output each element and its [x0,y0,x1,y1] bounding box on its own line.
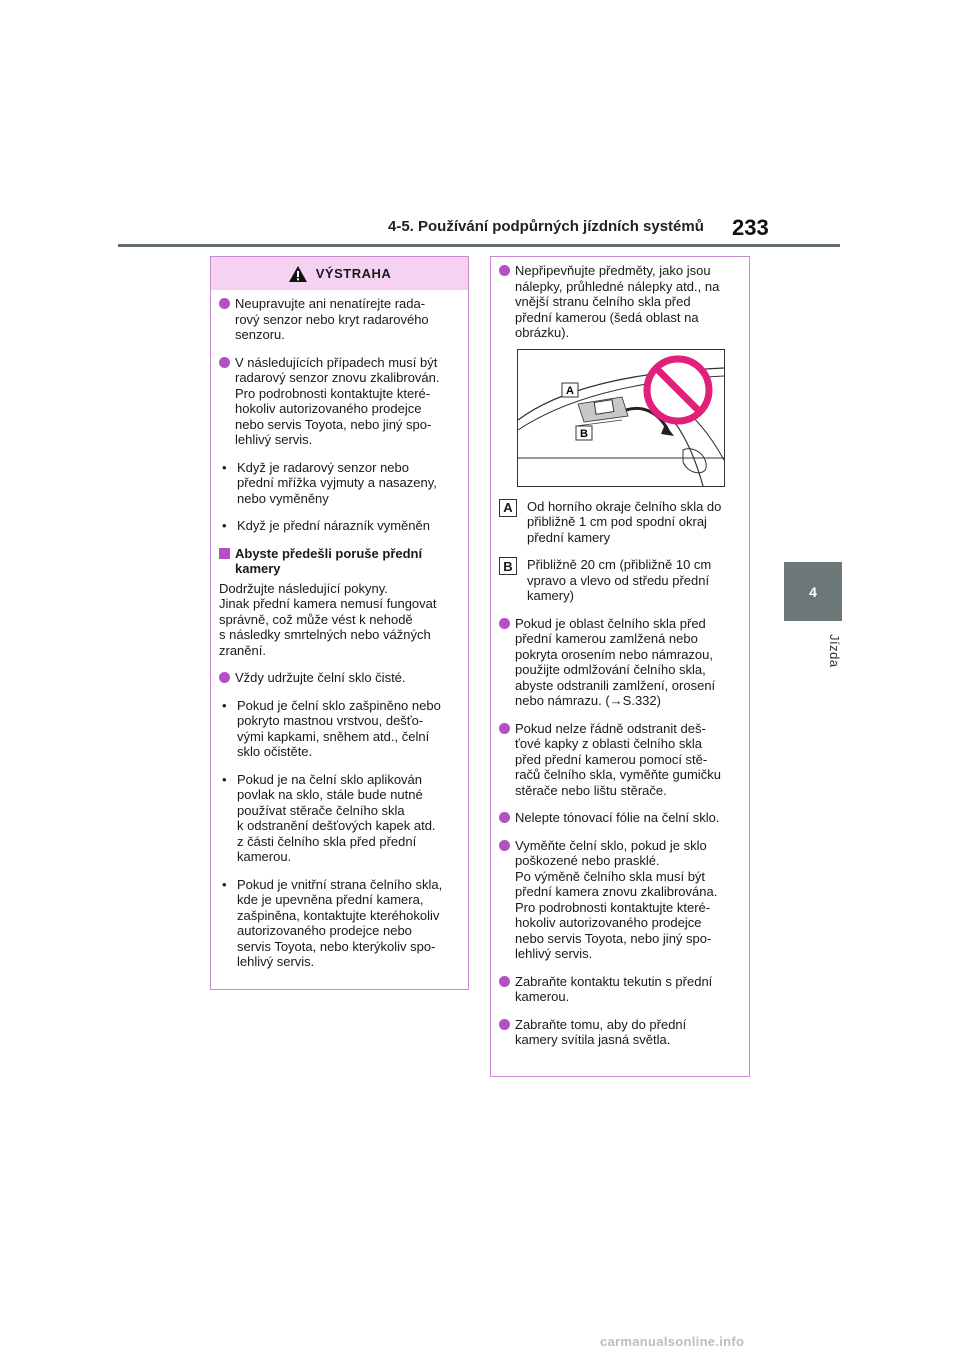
text-line: přibližně 1 cm pod spodní okraj [527,514,707,529]
text-line: račů čelního skla, vyměňte gumičku [515,767,721,782]
warning-title: VÝSTRAHA [315,265,392,281]
text-line: vpravo a vlevo od středu přední [527,572,710,588]
text-line: poškozené nebo prasklé. [515,853,660,868]
text-line: Zabraňte tomu, aby do přední [515,1016,687,1032]
text-line: Pro podrobnosti kontaktujte které- [235,385,431,401]
text-line: Pokud je vnitřní strana čelního skla, [237,876,443,892]
warning-bullet [499,263,741,341]
warning-subbullet [219,772,460,865]
bullet-dot-icon [499,1019,510,1030]
text-line: Abyste předešli poruše přední [235,545,423,561]
text-line: Pro podrobnosti kontaktujte které- [515,899,711,915]
text-line: Neupravujte ani nenatírejte rada- [235,296,426,311]
text-line: rový senzor nebo kryt radarového [235,311,429,327]
warning-subbullet [219,877,460,970]
text-line: Zabraňte kontaktu tekutin s přední [515,973,713,989]
bullet-dot-icon [499,723,510,734]
bullet-dot-icon [499,840,510,851]
section-paragraph [219,581,460,659]
warning-triangle-icon [288,265,308,283]
text-line: servis Toyota, nebo kterýkoliv spo- [237,938,436,954]
text-line: Když je radarový senzor nebo [237,459,409,475]
text-line: přední kamerou (šedá oblast na [515,309,699,325]
warning-bullet [499,810,741,826]
bullet-point-icon: • [222,876,227,892]
text-line: Pokud nelze řádně odstranit deš- [515,720,706,736]
bullet-dot-icon [219,672,230,683]
text-line: správně, což může vést k nehodě [219,611,413,627]
section-title: 4-5. Používání podpůrných jízdních systémů [388,218,704,235]
text-line: zranění. [219,642,266,658]
page-reference-link[interactable]: nebo námrazu. (→S.332) [515,693,661,708]
text-line: hokoliv autorizovaného prodejce [235,401,422,416]
text-line: Přibližně 20 cm (přibližně 10 cm [527,557,712,572]
bullet-dot-icon [499,265,510,276]
text-line: kamery) [527,588,574,603]
warning-subbullet [219,460,460,507]
legend-item-b [499,557,741,604]
text-line: ťové kapky z oblasti čelního skla [515,736,702,751]
warning-bullet [499,838,741,962]
watermark: carmanualsonline.info [600,1334,745,1349]
warning-bullet [219,670,460,686]
text-line: autorizovaného prodejce nebo [237,923,412,938]
text-line: Pokud je čelní sklo zašpiněno nebo [237,697,441,713]
text-line: před přední kamerou pomocí stě- [515,751,708,767]
text-line: s následky smrtelných nebo vážných [219,627,431,642]
legend-key-a: A [499,499,517,517]
text-line: z části čelního skla před přední [237,833,417,849]
warning-bullet [499,721,741,799]
text-line: sklo očistěte. [237,744,313,759]
warning-bullet [499,974,741,1005]
warning-bullet [219,296,460,343]
bullet-dot-icon [219,298,230,309]
text-line: Nelepte tónovací fólie na čelní sklo. [515,810,720,825]
text-line: pokryto mastnou vrstvou, dešťo- [237,713,424,728]
text-line: stěrače nebo lištu stěrače. [515,782,667,798]
text-line: radarový senzor znovu zkalibrován. [235,370,440,385]
bullet-point-icon: • [222,518,227,533]
warning-header [211,257,468,290]
legend-item-a [499,499,741,546]
text-line: hokoliv autorizovaného prodejce [515,915,702,930]
warning-box [210,256,469,990]
text-line: vnější stranu čelního skla před [515,294,691,309]
figure-label-b: B [580,427,588,440]
section-heading [219,546,460,577]
text-line: Pokud je na čelní sklo aplikován [237,771,423,787]
text-line: kde je upevněna přední kamera, [237,892,424,907]
bullet-dot-icon [499,618,510,629]
bullet-dot-icon [499,812,510,823]
text-line: lehlivý servis. [515,946,593,961]
warning-subbullet [219,518,460,534]
text-line: Vždy udržujte čelní sklo čisté. [235,670,406,685]
bullet-dot-icon [499,976,510,987]
text-line: nebo servis Toyota, nebo jiný spo- [515,930,712,946]
text-line: přední kamery [527,529,611,545]
text-line: kamery svítila jasná světla. [515,1032,671,1047]
bullet-point-icon: • [222,459,227,475]
warning-box-continued [490,256,750,1077]
text-line: povlak na sklo, stále bude nutné [237,787,423,802]
warning-bullet [499,1017,741,1048]
text-line: k odstranění dešťových kapek atd. [237,818,436,833]
text-line: senzoru. [235,327,285,342]
windshield-illustration [518,350,724,486]
text-line: použijte odmlžování čelního skla, [515,662,706,677]
text-line: kamery [235,561,281,576]
page-number: 233 [732,215,769,240]
section-square-icon [219,548,230,559]
chapter-tab[interactable]: 4 [784,562,842,621]
text-line: vými kapkami, sněhem atd., čelní [237,728,430,744]
text-line: Od horního okraje čelního skla do [527,498,722,514]
text-line: nálepky, průhledné nálepky atd., na [515,278,720,294]
text-line: Když je přední nárazník vyměněn [237,518,430,533]
text-line: abyste odstranili zamlžení, orosení [515,677,716,693]
text-line: Jinak přední kamera nemusí fungovat [219,596,437,611]
text-line: V následujících případech musí být [235,354,438,370]
text-line: pokryta orosením nebo námrazou, [515,646,713,662]
text-line: Po výměně čelního skla musí být [515,868,706,884]
text-line: přední kamerou zamlžená nebo [515,631,698,646]
text-line: kamerou. [515,989,570,1004]
text-line: nebo vyměněny [237,490,329,506]
text-line: používat stěrače čelního skla [237,802,405,818]
warning-bullet [219,355,460,448]
chapter-label: Jízda [827,634,842,668]
text-line: nebo servis Toyota, nebo jiný spo- [235,416,432,432]
figure-label-a: A [566,384,574,397]
text-line: kamerou. [237,849,292,864]
text-line: Pokud je oblast čelního skla před [515,615,706,631]
windshield-camera-figure [517,349,725,487]
text-line: lehlivý servis. [235,432,313,447]
bullet-point-icon: • [222,697,227,713]
bullet-point-icon: • [222,771,227,787]
text-line: obrázku). [515,325,570,340]
header-rule [118,244,840,247]
warning-subbullet [219,698,460,760]
text-line: lehlivý servis. [237,954,315,969]
text-line: Dodržujte následující pokyny. [219,580,388,596]
text-line: zašpiněna, kontaktujte kteréhokoliv [237,907,440,923]
legend-key-b: B [499,557,517,575]
text-line: Nepřipevňujte předměty, jako jsou [515,263,711,278]
text-line: Vyměňte čelní sklo, pokud je sklo [515,837,707,853]
bullet-dot-icon [219,357,230,368]
warning-bullet [499,616,741,709]
text-line: přední kamera znovu zkalibrována. [515,884,718,899]
text-line: přední mřížka vyjmuty a nasazeny, [237,475,437,490]
